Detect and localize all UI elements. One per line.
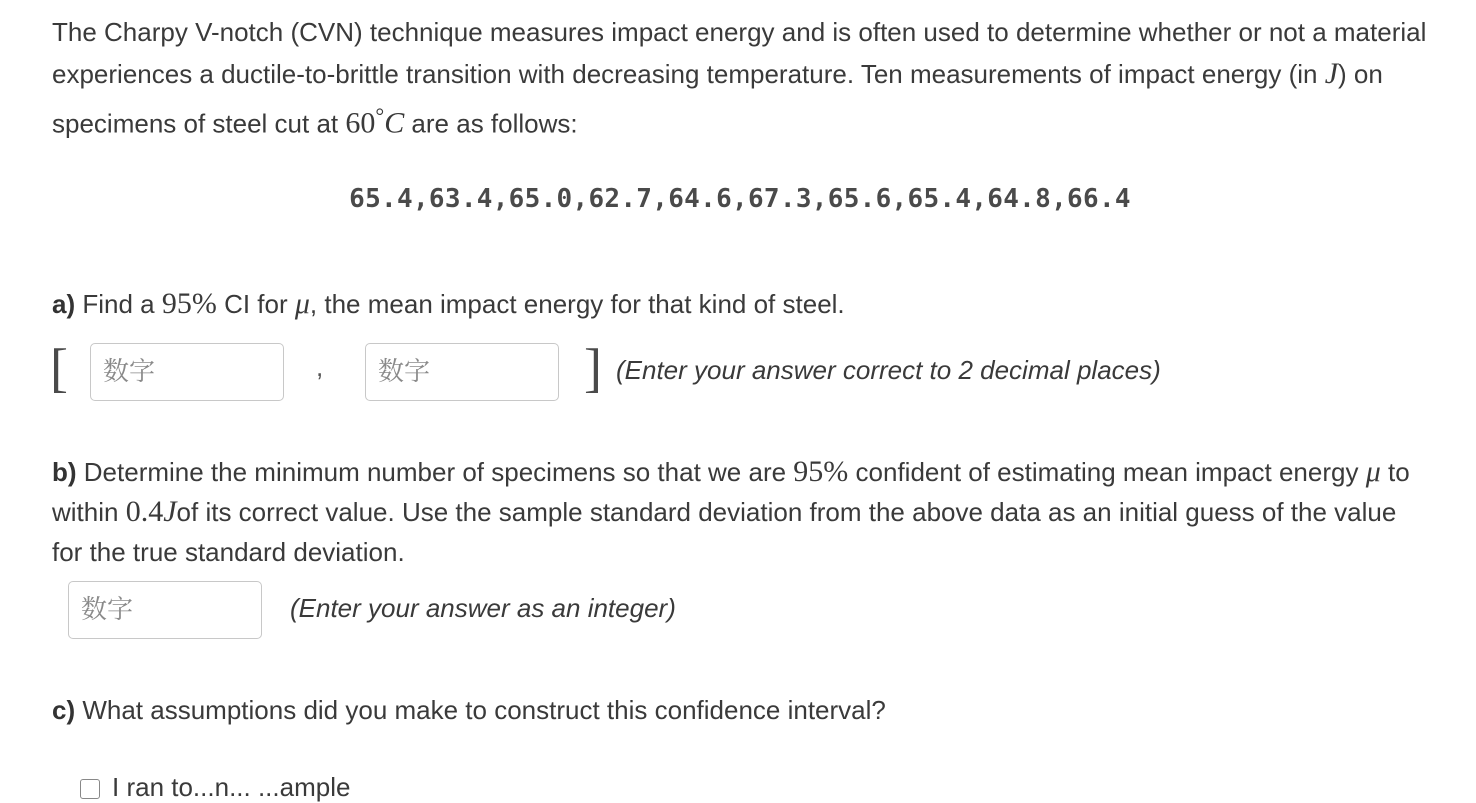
intro-text: are as follows:: [404, 108, 578, 139]
question-page: [50, 12, 1452, 802]
margin-value: 0.4: [125, 495, 164, 528]
decimal-hint: (Enter your answer correct to 2 decimal places): [616, 355, 1161, 385]
ci-answer-row: [50, 338, 1352, 402]
question-text: of its correct value. Use the sample standard deviation from the above data as an initial guess of the value for the true standard deviation.: [52, 497, 1397, 567]
unit-symbol: J: [1324, 57, 1339, 90]
question-c: [52, 690, 886, 730]
temperature-unit: C: [384, 106, 405, 140]
mu-symbol: μ: [1365, 455, 1381, 488]
intro-text: The Charpy V-notch (CVN) technique measures impact energy and is often used to determine whether or not a material experiences a ductile-to-brittle transition with decreasing temperature. Ten measurements of impact energy (in: [52, 17, 1427, 89]
integer-hint: (Enter your answer as an integer): [290, 593, 676, 623]
question-text: CI for: [216, 289, 295, 319]
question-text: What assumptions did you make to construct this confidence interval?: [75, 695, 886, 725]
temperature-value: 60: [345, 106, 376, 140]
assumption-option-label: I ran to...n... ...ample: [112, 772, 351, 802]
question-label: a): [52, 289, 76, 319]
question-text: , the mean impact energy for that kind of steel.: [309, 289, 845, 319]
confidence-level: 95%: [793, 455, 849, 488]
question-label: b): [52, 457, 77, 487]
question-b: [52, 452, 1412, 572]
assumption-checkbox[interactable]: [80, 779, 100, 799]
assumption-option[interactable]: [80, 772, 350, 803]
question-label: c): [52, 695, 76, 725]
question-text: confident of estimating mean impact energy: [848, 457, 1366, 487]
right-bracket: ]: [584, 338, 602, 398]
sample-size-answer-row: [52, 580, 952, 640]
left-bracket: [: [50, 338, 68, 398]
margin-unit: J: [163, 495, 177, 528]
degree-symbol: °: [375, 103, 385, 128]
sample-size-input[interactable]: [68, 581, 262, 639]
confidence-level: 95%: [161, 287, 217, 320]
question-text: Find a: [75, 289, 162, 319]
ci-upper-input[interactable]: [365, 343, 559, 401]
ci-comma: ,: [316, 352, 324, 382]
mu-symbol: μ: [294, 287, 310, 320]
intro-text: ) on specimens of steel cut at: [52, 59, 1383, 139]
measurement-data: 65.4,63.4,65.0,62.7,64.6,67.3,65.6,65.4,64.8,66.4: [349, 184, 1131, 214]
question-text: Determine the minimum number of specimens so that we are: [76, 457, 794, 487]
question-a: [52, 284, 845, 324]
question-text: to within: [52, 457, 1410, 527]
ci-lower-input[interactable]: [90, 343, 284, 401]
problem-statement: [52, 12, 1452, 145]
